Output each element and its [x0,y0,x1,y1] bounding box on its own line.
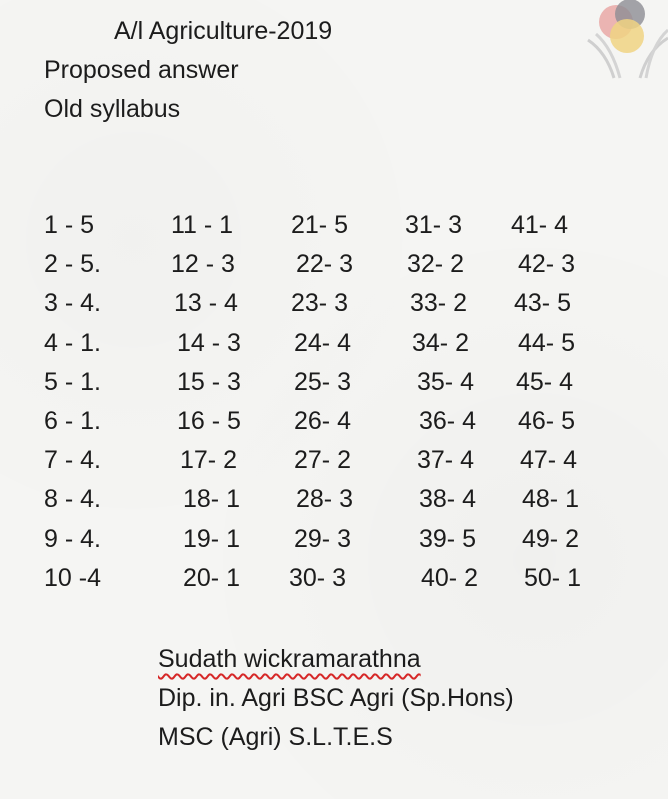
answer-cell: 26- 4 [294,407,351,435]
answer-cell: 37- 4 [417,446,474,475]
answer-cell: 10 -4 [44,563,101,592]
answer-cell: 48- 1 [522,485,579,514]
answer-cell: 33- 2 [410,289,467,318]
answer-cell: 27- 2 [294,446,351,475]
answer-cell: 2 - 5. [44,250,101,279]
answer-cell: 45- 4 [516,367,573,396]
answer-cell: 32- 2 [407,250,464,279]
answer-cell: 40- 2 [421,563,478,592]
answer-cell: 47- 4 [520,446,577,475]
author-qualification-2: MSC (Agri) S.L.T.E.S [158,723,393,751]
answer-cell: 5 - 1. [44,367,101,396]
answer-cell: 43- 5 [514,289,571,318]
answer-cell: 49- 2 [522,524,579,553]
answer-cell: 15 - 3 [177,367,241,396]
answer-cell: 36- 4 [419,407,476,435]
answer-cell: 25- 3 [294,367,351,396]
answer-cell: 19- 1 [183,524,240,553]
subtitle-syllabus: Old syllabus [44,95,181,123]
answer-cell: 14 - 3 [177,328,241,357]
answer-cell: 31- 3 [405,211,462,239]
answer-cell: 7 - 4. [44,446,101,475]
answer-cell: 22- 3 [296,250,353,279]
answer-cell: 4 - 1. [44,328,101,357]
answer-cell: 18- 1 [183,485,240,514]
answer-cell: 34- 2 [412,328,469,357]
answer-cell: 20- 1 [183,563,240,592]
answer-cell: 17- 2 [180,446,237,475]
answer-cell: 13 - 4 [174,289,238,318]
answer-cell: 21- 5 [291,211,348,239]
answer-cell: 39- 5 [419,524,476,553]
author-qualification-1: Dip. in. Agri BSC Agri (Sp.Hons) [158,684,514,712]
answer-cell: 11 - 1 [171,211,234,239]
answer-cell: 3 - 4. [44,289,101,318]
answer-cell: 8 - 4. [44,485,101,514]
answer-cell: 16 - 5 [177,407,241,435]
subtitle-proposed-answer: Proposed answer [44,56,239,84]
answer-cell: 24- 4 [294,328,351,357]
answer-cell: 9 - 4. [44,524,101,553]
answer-cell: 41- 4 [511,211,568,239]
answer-cell: 42- 3 [518,250,575,279]
answer-cell: 38- 4 [419,485,476,514]
answer-cell: 28- 3 [296,485,353,514]
page-title: A/l Agriculture-2019 [114,17,333,45]
answer-cell: 50- 1 [524,563,581,592]
answer-cell: 12 - 3 [171,250,235,279]
watermark-logo-icon [582,0,668,80]
answer-table [0,210,668,600]
answer-cell: 30- 3 [289,563,346,592]
author-name: Sudath wickramarathna [158,645,421,673]
answer-cell: 1 - 5 [44,211,95,239]
answer-cell: 35- 4 [417,367,474,396]
answer-cell: 6 - 1. [44,407,101,435]
answer-cell: 46- 5 [518,407,575,435]
answer-cell: 44- 5 [518,328,575,357]
answer-cell: 23- 3 [291,289,348,318]
answer-cell: 29- 3 [294,524,351,553]
